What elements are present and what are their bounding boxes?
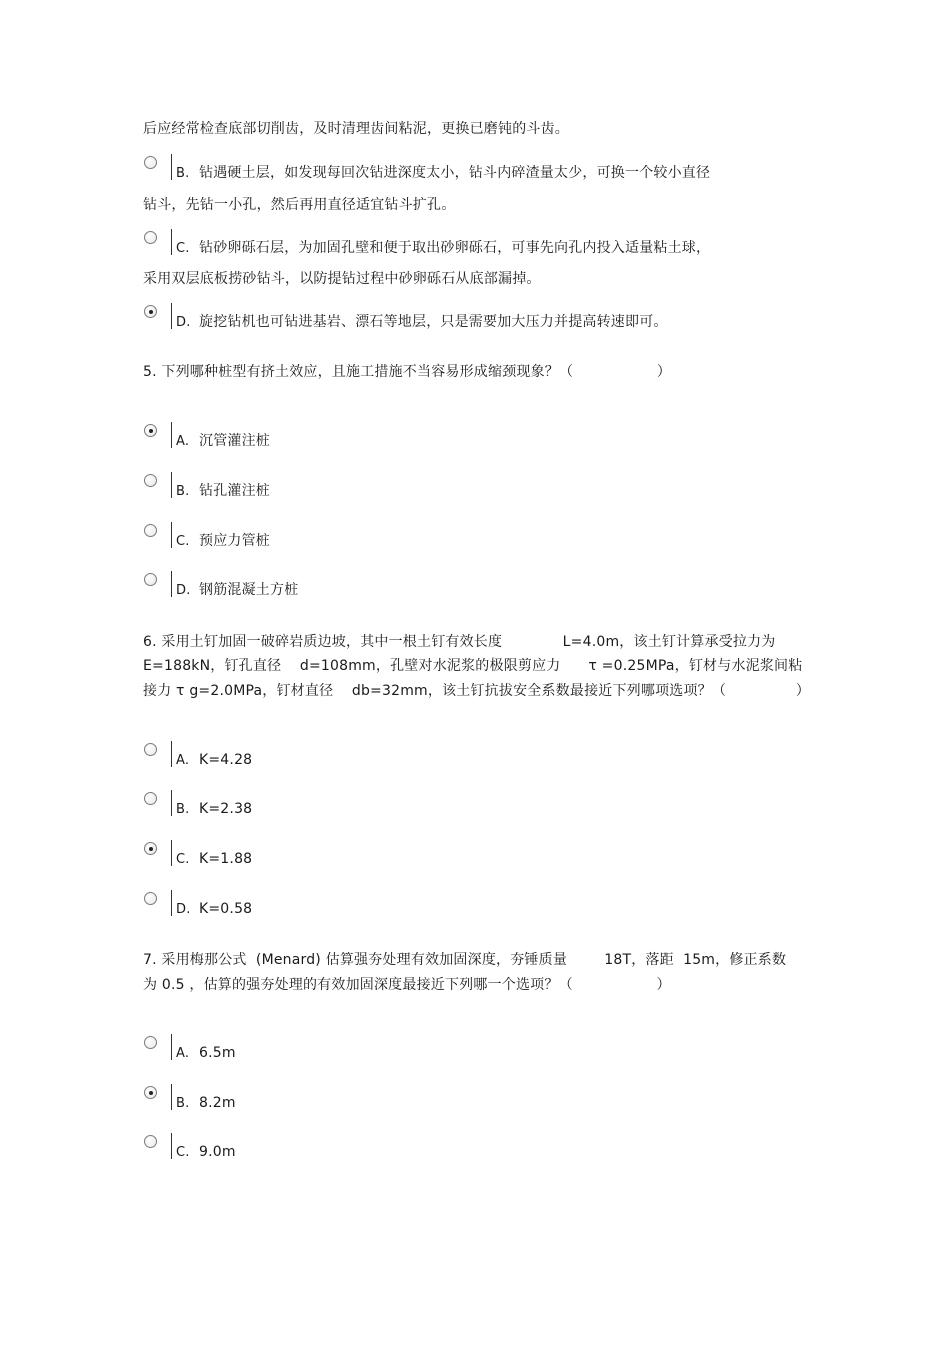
radio-button-icon[interactable] bbox=[144, 524, 157, 537]
option-letter: C. bbox=[176, 852, 190, 867]
radio-button-icon[interactable] bbox=[144, 743, 157, 756]
option-label: 8.2m bbox=[199, 1095, 236, 1111]
option-letter: A. bbox=[176, 434, 190, 449]
option-text bbox=[176, 432, 270, 451]
question-6-text-line-1: 6. 采用土钉加固一破碎岩质边坡，其中一根土钉有效长度 L=4.0m，该土钉计算承受拉力为 bbox=[143, 634, 776, 650]
option-label: 旋挖钻机也可钻进基岩、漂石等地层，只是需要加大压力并提高转速即可。 bbox=[199, 314, 668, 330]
option-label: 钻孔灌注桩 bbox=[199, 483, 270, 499]
radio-button-icon[interactable] bbox=[144, 573, 157, 586]
option-text bbox=[176, 1143, 236, 1162]
option-label: 钢筋混凝土方桩 bbox=[199, 582, 299, 598]
option-text bbox=[176, 850, 252, 869]
divider bbox=[171, 1034, 172, 1060]
option-letter: C. bbox=[176, 241, 190, 256]
option-label: K=4.28 bbox=[199, 752, 253, 768]
option-text bbox=[176, 239, 710, 258]
option-text bbox=[176, 800, 252, 819]
divider bbox=[171, 1133, 172, 1159]
radio-button-icon[interactable] bbox=[144, 842, 157, 855]
option-letter: B. bbox=[176, 166, 190, 181]
question-6-text-line-3: 接力 τ g=2.0MPa，钉材直径 db=32mm，该土钉抗拔安全系数最接近下列哪项选项？（ ） bbox=[143, 683, 811, 699]
divider bbox=[171, 1084, 172, 1110]
q7-option-b[interactable] bbox=[144, 1086, 844, 1120]
question-6-text-line-2: E=188kN，钉孔直径 d=108mm，孔壁对水泥浆的极限剪应力 τ =0.25MPa，钉材与水泥浆间粘 bbox=[143, 658, 803, 674]
divider bbox=[171, 229, 172, 255]
divider bbox=[171, 890, 172, 916]
question-7-text-line-2: 为 0.5 ，估算的强夯处理的有效加固深度最接近下列哪一个选项？（ ） bbox=[143, 977, 671, 993]
option-letter: B. bbox=[176, 1096, 190, 1111]
option-letter: A. bbox=[176, 753, 190, 768]
question-4-continuation-line: 后应经常检查底部切削齿，及时清理齿间粘泥，更换已磨钝的斗齿。 bbox=[143, 121, 569, 137]
q4-option-b[interactable] bbox=[144, 156, 844, 190]
option-label: 9.0m bbox=[199, 1144, 236, 1160]
question-5-text: 5. 下列哪种桩型有挤土效应，且施工措施不当容易形成缩颈现象？（ ） bbox=[143, 364, 672, 380]
option-label: 钻遇硬土层，如发现每回次钻进深度太小，钻斗内碎渣量太少，可换一个较小直径 bbox=[199, 165, 711, 181]
option-label: 钻砂卵砾石层，为加固孔壁和便于取出砂卵砾石，可事先向孔内投入适量粘土球， bbox=[199, 240, 711, 256]
divider bbox=[171, 422, 172, 448]
q5-option-a[interactable] bbox=[144, 424, 844, 458]
option-letter: A. bbox=[176, 1046, 190, 1061]
option-text bbox=[176, 1094, 236, 1113]
radio-button-icon[interactable] bbox=[144, 474, 157, 487]
q7-option-c[interactable] bbox=[144, 1135, 844, 1169]
radio-button-icon[interactable] bbox=[144, 156, 157, 169]
option-text bbox=[176, 900, 252, 919]
radio-button-icon[interactable] bbox=[144, 305, 157, 318]
option-label: K=1.88 bbox=[199, 851, 253, 867]
option-label: 预应力管桩 bbox=[199, 533, 270, 549]
option-text bbox=[176, 482, 270, 501]
q6-option-d[interactable] bbox=[144, 892, 844, 926]
option-letter: D. bbox=[176, 583, 191, 598]
q6-option-a[interactable] bbox=[144, 743, 844, 777]
divider bbox=[171, 840, 172, 866]
q5-option-b[interactable] bbox=[144, 474, 844, 508]
option-letter: B. bbox=[176, 484, 190, 499]
divider bbox=[171, 472, 172, 498]
q7-option-a[interactable] bbox=[144, 1036, 844, 1070]
option-letter: D. bbox=[176, 315, 191, 330]
radio-button-icon[interactable] bbox=[144, 1036, 157, 1049]
option-text bbox=[176, 581, 298, 600]
option-text bbox=[176, 313, 668, 332]
option-label: K=0.58 bbox=[199, 901, 253, 917]
radio-button-icon[interactable] bbox=[144, 1135, 157, 1148]
option-text bbox=[176, 164, 710, 183]
divider bbox=[171, 741, 172, 767]
radio-button-icon[interactable] bbox=[144, 1086, 157, 1099]
option-letter: B. bbox=[176, 802, 190, 817]
divider bbox=[171, 790, 172, 816]
radio-button-icon[interactable] bbox=[144, 892, 157, 905]
q5-option-d[interactable] bbox=[144, 573, 844, 607]
option-letter: C. bbox=[176, 1145, 190, 1160]
radio-button-icon[interactable] bbox=[144, 424, 157, 437]
q6-option-b[interactable] bbox=[144, 792, 844, 826]
divider bbox=[171, 571, 172, 597]
question-7-text-line-1: 7. 采用梅那公式 (Menard) 估算强夯处理有效加固深度，夯锤质量 18T，落距 15m，修正系数 bbox=[143, 952, 787, 968]
option-text bbox=[176, 532, 270, 551]
option-label: 沉管灌注桩 bbox=[199, 433, 270, 449]
q4-option-c[interactable] bbox=[144, 231, 844, 265]
option-text bbox=[176, 751, 252, 770]
divider bbox=[171, 154, 172, 180]
q4-option-d[interactable] bbox=[144, 305, 844, 339]
option-letter: C. bbox=[176, 534, 190, 549]
q6-option-c[interactable] bbox=[144, 842, 844, 876]
q4-option-b-continuation: 钻斗，先钻一小孔，然后再用直径适宜钻斗扩孔。 bbox=[143, 197, 456, 213]
option-label: 6.5m bbox=[199, 1045, 236, 1061]
option-text bbox=[176, 1044, 236, 1063]
divider bbox=[171, 303, 172, 329]
q4-option-c-continuation: 采用双层底板捞砂钻斗，以防提钻过程中砂卵砾石从底部漏掉。 bbox=[143, 271, 541, 287]
option-label: K=2.38 bbox=[199, 801, 253, 817]
radio-button-icon[interactable] bbox=[144, 792, 157, 805]
q5-option-c[interactable] bbox=[144, 524, 844, 558]
divider bbox=[171, 522, 172, 548]
radio-button-icon[interactable] bbox=[144, 231, 157, 244]
option-letter: D. bbox=[176, 902, 191, 917]
